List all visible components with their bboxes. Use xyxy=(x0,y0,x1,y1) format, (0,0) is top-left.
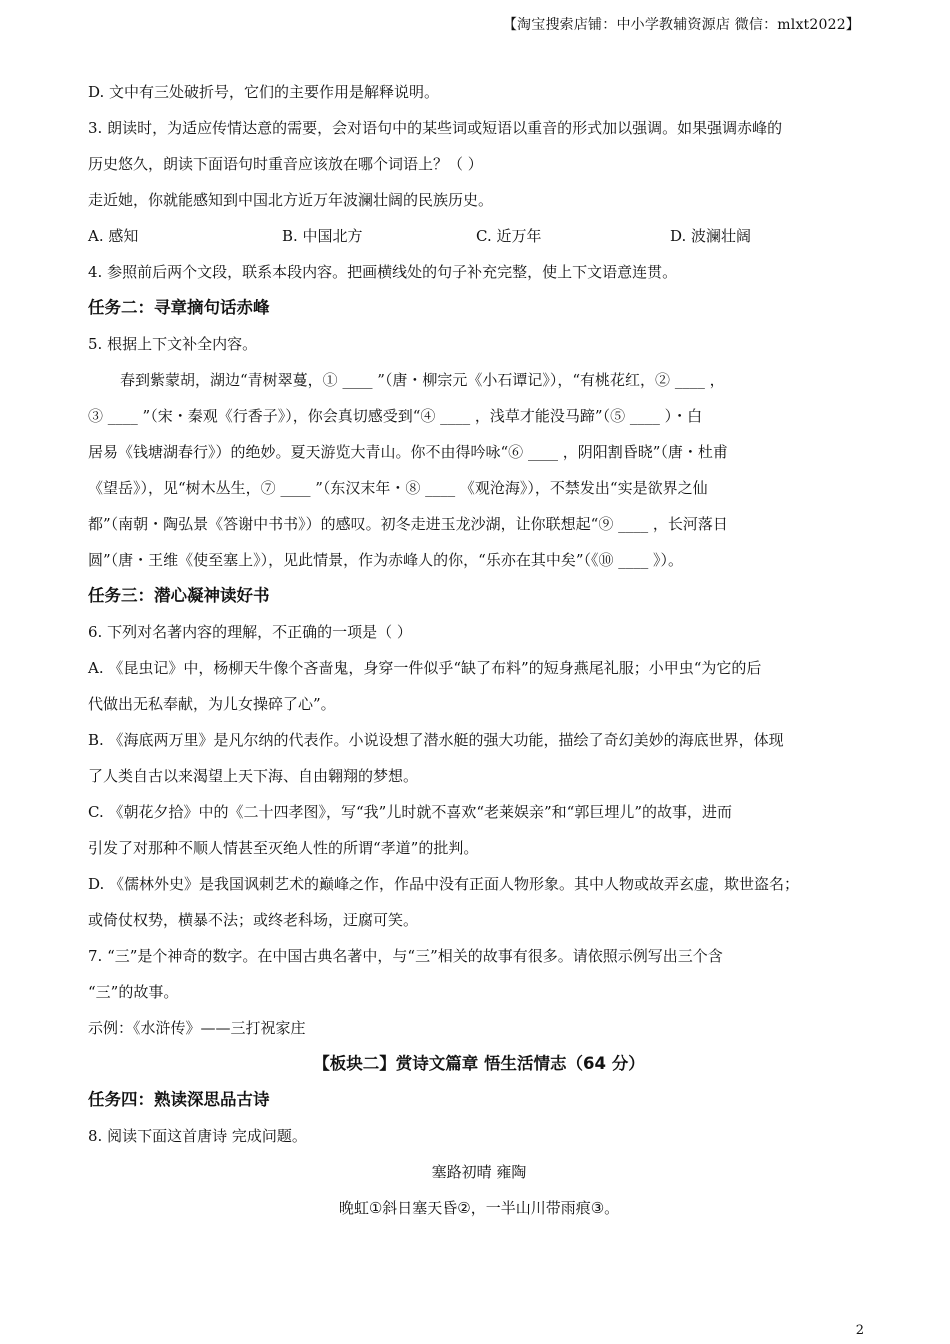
question-6: 6. 下列对名著内容的理解，不正确的一项是（ ） xyxy=(88,623,412,641)
question-6-option-d-line2: 或倚仗权势，横暴不法；或终老科场，迂腐可笑。 xyxy=(88,911,419,929)
question-5-passage-line2: ③ ____ ”（宋・秦观《行香子》），你会真切感受到“④ ____ ，浅草才能没马蹄”（⑤ ____ ）・白 xyxy=(88,407,703,425)
option-c: C. 近万年 xyxy=(476,227,542,245)
question-6-option-d-line1: D. 《儒林外史》是我国讽刺艺术的巅峰之作，作品中没有正面人物形象。其中人物或故弄玄虚，欺世盗名； xyxy=(88,875,800,893)
question-5: 5. 根据上下文补全内容。 xyxy=(88,335,258,353)
question-7-line2: “三”的故事。 xyxy=(88,983,179,1001)
question-5-passage-line6: 圆”（唐・王维《使至塞上》），见此情景，作为赤峰人的你，“乐亦在其中矣”（《⑩ ____ 》）。 xyxy=(88,551,684,569)
question-7-example: 示例：《水浒传》——三打祝家庄 xyxy=(88,1019,306,1037)
option-d-q2: D. 文中有三处破折号，它们的主要作用是解释说明。 xyxy=(88,83,440,101)
question-3-sentence: 走近她，你就能感知到中国北方近万年波澜壮阔的民族历史。 xyxy=(88,191,494,209)
option-a: A. 感知 xyxy=(88,227,139,245)
section-2-heading: 【板块二】赏诗文篇章 悟生活情志（64 分） xyxy=(313,1054,645,1073)
question-3-options xyxy=(88,222,870,258)
question-5-passage-line1: 春到紫蒙胡，湖边“青树翠蔓，① ____ ”（唐・柳宗元《小石谭记》），“有桃花红，② ____ ， xyxy=(120,371,725,389)
question-5-passage-line5: 都”（南朝・陶弘景《答谢中书书》）的感叹。初冬走进玉龙沙湖，让你联想起“⑨ ____ ，长河落日 xyxy=(88,515,728,533)
question-4: 4. 参照前后两个文段，联系本段内容。把画横线处的句子补充完整，使上下文语意连贯。 xyxy=(88,263,678,281)
question-6-option-b-line2: 了人类自古以来渴望上天下海、自由翱翔的梦想。 xyxy=(88,767,419,785)
task-4-heading: 任务四：熟读深思品古诗 xyxy=(88,1090,270,1109)
task-2-heading: 任务二：寻章摘句话赤峰 xyxy=(88,298,270,317)
question-6-option-c-line1: C. 《朝花夕拾》中的《二十四孝图》，写“我”儿时就不喜欢“老莱娱亲”和“郭巨埋儿”的故事，进而 xyxy=(88,803,732,821)
question-5-passage-line4: 《望岳》），见“树木丛生，⑦ ____ ”（东汉末年・⑧ ____ 《观沧海》），不禁发出“实是欲界之仙 xyxy=(88,479,708,497)
question-6-option-c-line2: 引发了对那种不顺人情甚至灭绝人性的所谓“孝道”的批判。 xyxy=(88,839,479,857)
document-body xyxy=(88,78,870,1230)
question-8: 8. 阅读下面这首唐诗 完成问题。 xyxy=(88,1127,307,1145)
question-6-option-a-line2: 代做出无私奉献，为儿女操碎了心”。 xyxy=(88,695,336,713)
option-d: D. 波澜壮阔 xyxy=(670,227,752,245)
option-b: B. 中国北方 xyxy=(282,227,363,245)
question-3-line2: 历史悠久，朗读下面语句时重音应该放在哪个词语上？（ ） xyxy=(88,155,483,173)
question-5-passage-line3: 居易《钱塘湖春行》）的绝妙。夏天游览大青山。你不由得吟咏“⑥ ____ ，阴阳割昏晓”（唐・杜甫 xyxy=(88,443,728,461)
question-6-option-a-line1: A. 《昆虫记》中，杨柳天牛像个吝啬鬼，身穿一件似乎“缺了布料”的短身燕尾礼服；小甲虫“为它的后 xyxy=(88,659,762,677)
question-3-line1: 3. 朗读时，为适应传情达意的需要，会对语句中的某些词或短语以重音的形式加以强调。如果强调赤峰的 xyxy=(88,119,783,137)
poem-line-1: 晚虹①斜日塞天昏②，一半山川带雨痕③。 xyxy=(338,1199,620,1217)
poem-title: 塞路初晴 雍陶 xyxy=(431,1163,527,1181)
page-header-ad: 【淘宝搜索店铺：中小学教辅资源店 微信：mlxt2022】 xyxy=(502,17,860,33)
page-number: 2 xyxy=(855,1323,864,1338)
question-6-option-b-line1: B. 《海底两万里》是凡尔纳的代表作。小说设想了潜水艇的强大功能，描绘了奇幻美妙的海底世界，体现 xyxy=(88,731,784,749)
question-7-line1: 7. “三”是个神奇的数字。在中国古典名著中，与“三”相关的故事有很多。请依照示例写出三个含 xyxy=(88,947,723,965)
task-3-heading: 任务三：潜心凝神读好书 xyxy=(88,586,270,605)
